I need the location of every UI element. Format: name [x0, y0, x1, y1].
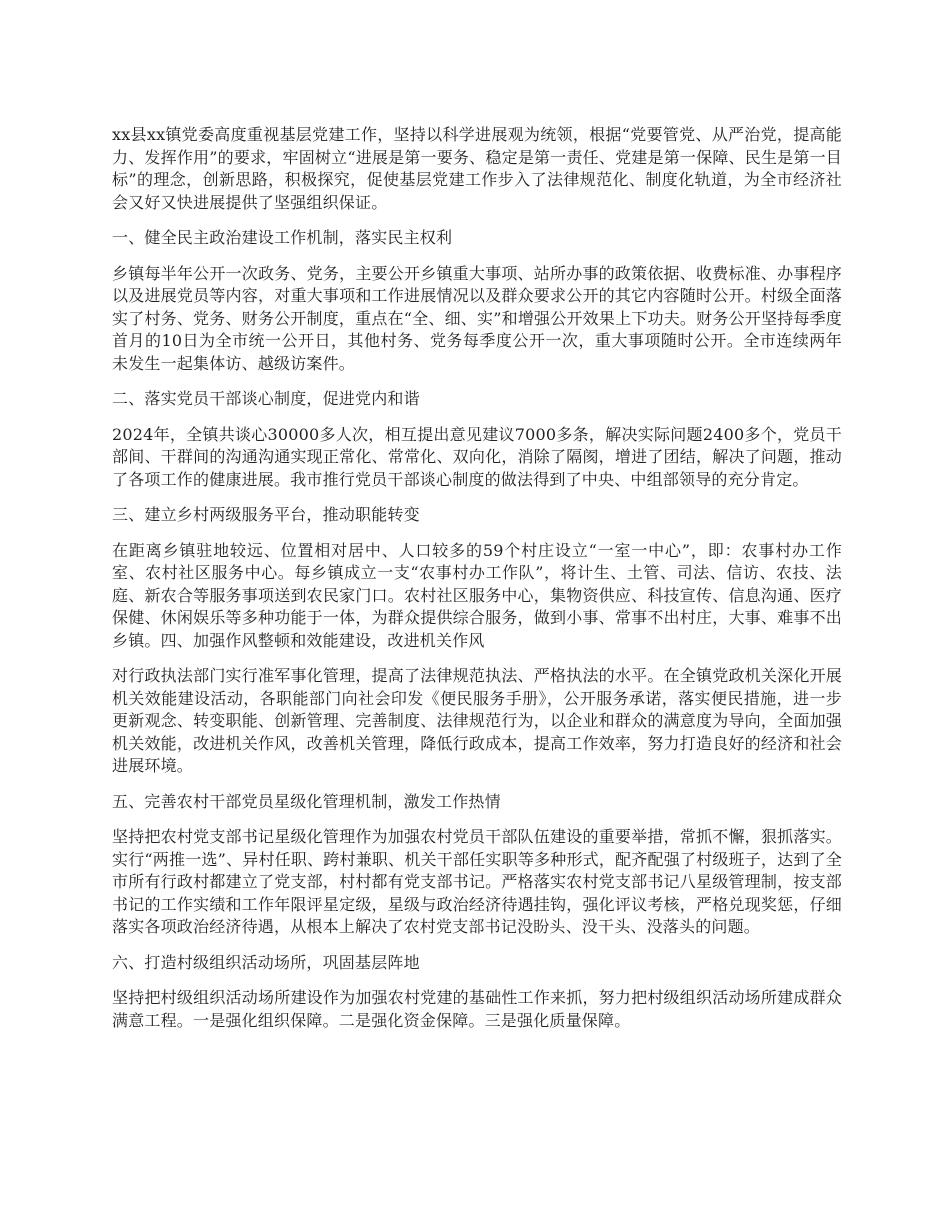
section-3-body: 在距离乡镇驻地较远、位置相对居中、人口较多的59个村庄设立“一室一中心”，即：农事村办工作室、农村社区服务中心。每乡镇成立一支“农事村办工作队”，将计生、土管、司法、信访、农技、法庭、新农合等服务事项送到农民家门口。农村社区服务中心，集物资供应、科技宣传、信息沟通、医疗保健、休闲娱乐等多种功能于一体，为群众提供综合服务，做到小事、常事不出村庄，大事、难事不出乡镇。四、加强作风整顿和效能建设，改进机关作风: [112, 540, 842, 650]
document-body: [112, 124, 842, 1045]
section-1-heading: 一、健全民主政治建设工作机制，落实民主权利: [112, 228, 453, 247]
section-2-body: 2024年，全镇共谈心30000多人次，相互提出意见建议7000多条，解决实际问题2400多个，党员干部间、干群间的沟通沟通实现正常化、常常化、双向化，消除了隔阂，增进了团结，解决了问题，推动了各项工作的健康进展。我市推行党员干部谈心制度的做法得到了中央、中组部领导的充分肯定。: [112, 424, 842, 489]
section-4-body: 对行政执法部门实行准军事化管理，提高了法律规范执法、严格执法的水平。在全镇党政机关深化开展机关效能建设活动，各职能部门向社会印发《便民服务手册》，公开服务承诺，落实便民措施，进一步更新观念、转变职能、创新管理、完善制度、法律规范行为，以企业和群众的满意度为导向，全面加强机关效能，改进机关作风，改善机关管理，降低行政成本，提高工作效率，努力打造良好的经济和社会进展环境。: [112, 666, 842, 775]
section-6-heading: 六、打造村级组织活动场所，巩固基层阵地: [112, 952, 420, 972]
section-5-heading: 五、完善农村干部党员星级化管理机制，激发工作热情: [112, 791, 501, 811]
section-6-body: 坚持把村级组织活动场所建设作为加强农村党建的基础性工作来抓，努力把村级组织活动场所建成群众满意工程。一是强化组织保障。二是强化资金保障。三是强化质量保障。: [112, 988, 842, 1030]
section-2-heading: 二、落实党员干部谈心制度，促进党内和谐: [112, 389, 420, 408]
intro-paragraph: xx县xx镇党委高度重视基层党建工作，坚持以科学进展观为统领，根据“党要管党、从严治党，提高能力、发挥作用”的要求，牢固树立“进展是第一要务、稳定是第一责任、党建是第一保障、民生是第一目标”的理念，创新思路，积极探究，促使基层党建工作步入了法律规范化、制度化轨道，为全市经济社会又好又快进展提供了坚强组织保证。: [112, 125, 842, 212]
section-3-heading: 三、建立乡村两级服务平台，推动职能转变: [112, 505, 420, 524]
section-5-body: 坚持把农村党支部书记星级化管理作为加强农村党员干部队伍建设的重要举措，常抓不懈，狠抓落实。实行“两推一选”、异村任职、跨村兼职、机关干部任实职等多种形式，配齐配强了村级班子，达到了全市所有行政村都建立了党支部，村村都有党支部书记。严格落实农村党支部书记八星级管理制，按支部书记的工作实绩和工作年限评星定级，星级与政治经济待遇挂钩，强化评议考核，严格兑现奖惩，仔细落实各项政治经济待遇，从根本上解决了农村党支部书记没盼头、没干头、没落头的问题。: [112, 827, 842, 936]
section-1-body: 乡镇每半年公开一次政务、党务，主要公开乡镇重大事项、站所办事的政策依据、收费标准、办事程序以及进展党员等内容，对重大事项和工作进展情况以及群众要求公开的其它内容随时公开。村级全面落实了村务、党务、财务公开制度，重点在“全、细、实”和增强公开效果上下功夫。财务公开坚持每季度首月的10日为全市统一公开日，其他村务、党务每季度公开一次，重大事项随时公开。全市连续两年未发生一起集体访、越级访案件。: [112, 263, 842, 373]
